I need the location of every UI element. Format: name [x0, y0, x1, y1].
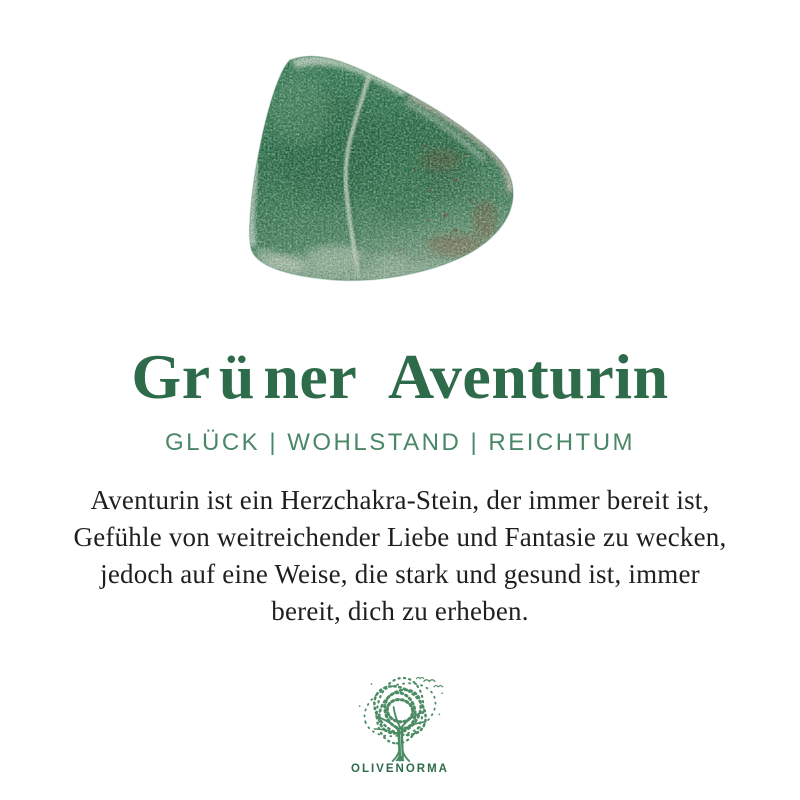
- title-part: ner: [263, 341, 358, 412]
- description-line: Gefühle von weitreichender Liebe und Fantasie zu wecken,: [73, 522, 727, 552]
- title-part: Gr: [131, 341, 211, 412]
- brand-logo: [0, 674, 800, 775]
- aventurine-stone-photo: [240, 50, 530, 295]
- description-line: bereit, dich zu erheben.: [271, 596, 529, 626]
- brand-name: OLIVENORMA: [351, 763, 449, 775]
- keywords-subtitle: GLÜCK | WOHLSTAND | REICHTUM: [164, 429, 636, 456]
- description-paragraph: [0, 482, 800, 630]
- description-line: Aventurin ist ein Herzchakra-Stein, der immer bereit ist,: [90, 485, 710, 515]
- olive-tree-with-birds-icon: [345, 674, 455, 762]
- green-aventurine-stone-image: [240, 50, 530, 295]
- title-part: Aventurin: [387, 341, 669, 412]
- page-title: [0, 342, 800, 412]
- description-line: jedoch auf eine Weise, die stark und gesund ist, immer: [100, 559, 700, 589]
- title-part: ü: [218, 341, 255, 412]
